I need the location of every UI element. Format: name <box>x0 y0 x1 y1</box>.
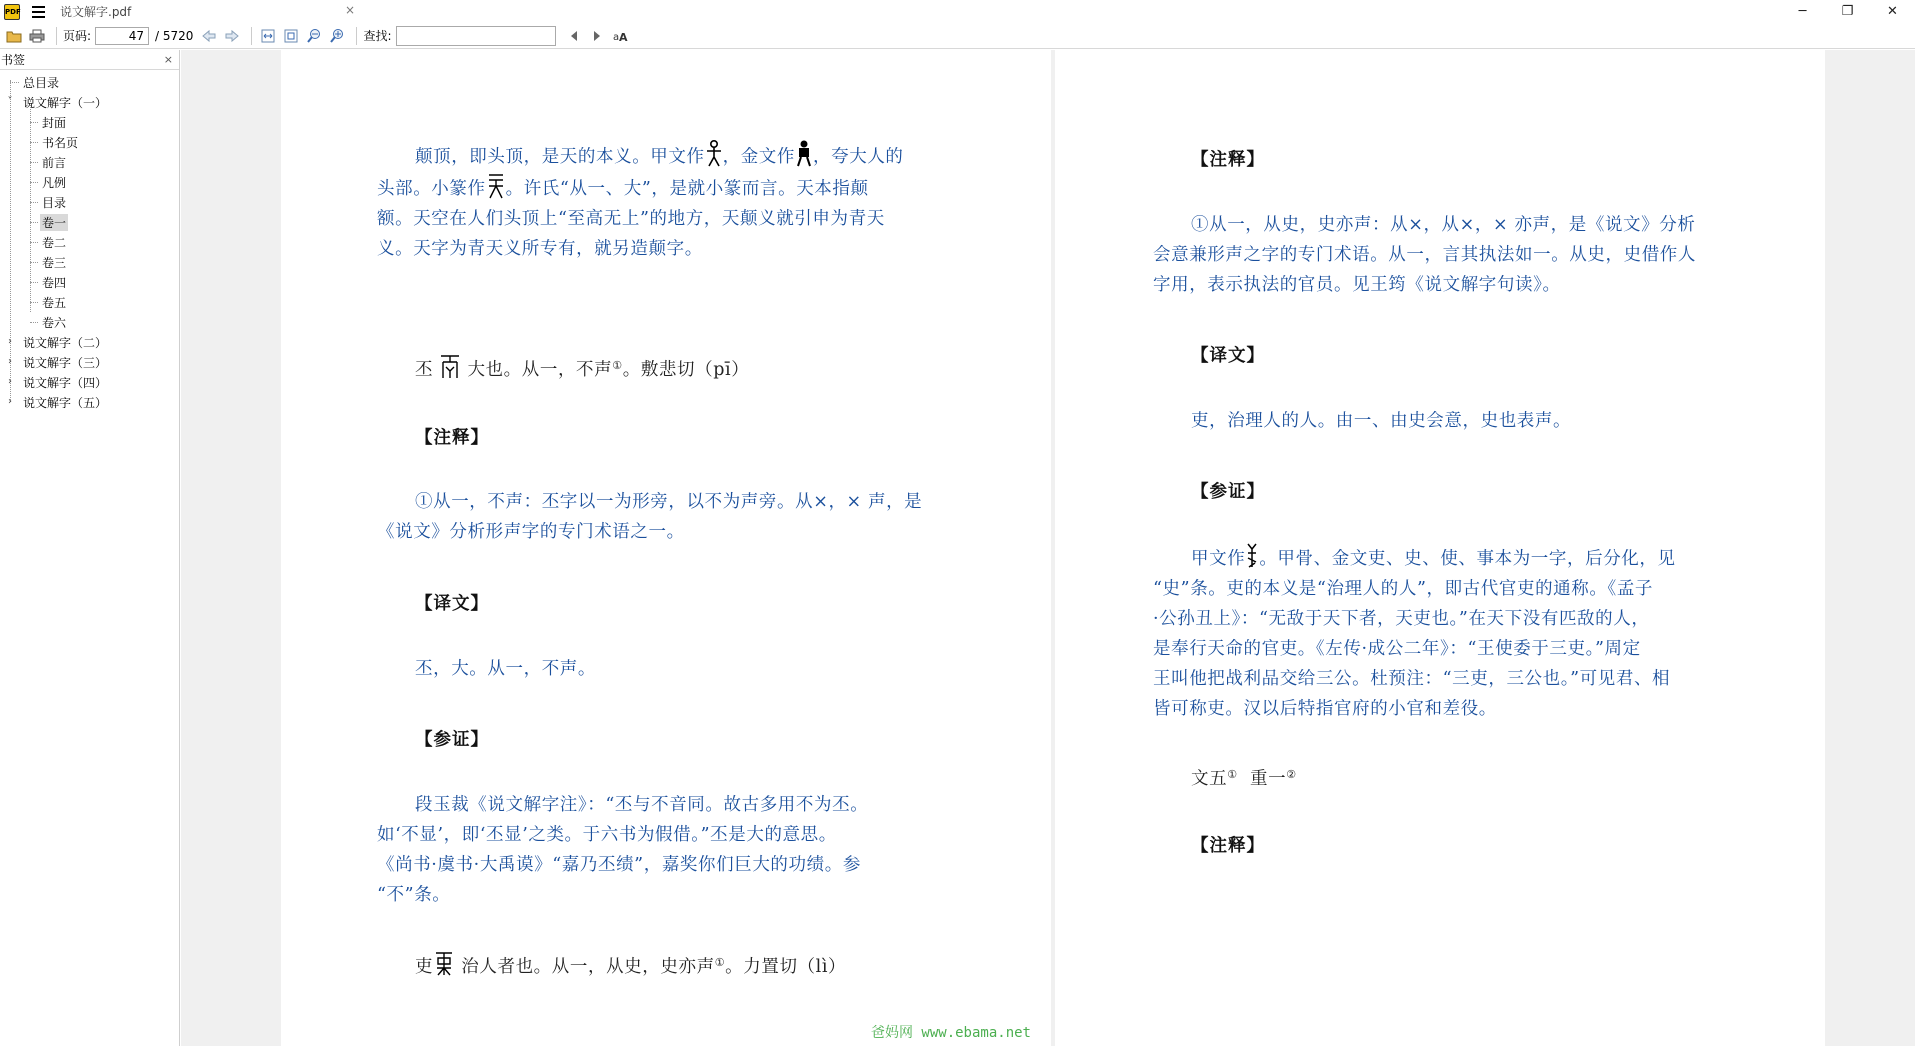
bookmark-item[interactable]: 总目录 <box>0 72 179 92</box>
document-viewer[interactable] <box>181 50 1915 1046</box>
paragraph-tian-origin: 颠顶，即头顶，是天的本义。甲文作 ，金文作 ，夸大人的 头部。小篆作 。许氏“从一、大”，是就小篆而言。天本指颠 额。天空在人们头顶上“至高无上”的地方，天颠义就引申为青天 义。天字为青天义所专有，就另造颠字。 <box>377 140 997 264</box>
entry-pi: 丕 大也。从一，不声①。敷悲切（pī） <box>415 351 995 385</box>
fit-page-button[interactable] <box>281 26 301 46</box>
menu-icon[interactable] <box>28 4 48 20</box>
bookmark-item[interactable]: 卷二 <box>0 232 179 252</box>
bookmark-item[interactable]: 卷六 <box>0 312 179 332</box>
zoom-in-button[interactable] <box>327 26 347 46</box>
search-input[interactable] <box>396 26 556 46</box>
triangle-left-icon <box>568 30 580 42</box>
heading-translation: 【译文】 <box>1191 346 1265 366</box>
seal-script-glyph-icon <box>486 172 506 200</box>
bookmark-tree <box>0 70 179 412</box>
maximize-button[interactable]: ❐ <box>1841 4 1854 19</box>
printer-icon <box>29 28 45 44</box>
character-count: 文五① 重一② <box>1191 768 1297 789</box>
bookmark-item[interactable]: › 说文解字（二） <box>0 332 179 352</box>
fit-width-icon <box>260 28 276 44</box>
chevron-right-icon[interactable]: › <box>8 376 12 387</box>
find-next-button[interactable] <box>587 26 607 46</box>
oracle-bone-glyph-icon <box>705 140 723 168</box>
bookmark-item[interactable]: ˅ 说文解字（一） <box>0 92 179 112</box>
bookmark-item[interactable]: › 说文解字（五） <box>0 392 179 412</box>
toolbar-separator <box>356 27 357 45</box>
bookmark-item[interactable]: 前言 <box>0 152 179 172</box>
zoom-out-button[interactable] <box>304 26 324 46</box>
document-tab[interactable] <box>60 0 355 23</box>
bookmark-item-selected[interactable]: 卷一 <box>0 212 179 232</box>
seal-script-glyph-icon <box>439 353 461 381</box>
heading-annotation: 【注释】 <box>1191 150 1265 170</box>
previous-page-button[interactable] <box>199 26 219 46</box>
seal-script-glyph-icon <box>433 950 455 978</box>
heading-annotation: 【注释】 <box>415 428 489 448</box>
bookmark-item[interactable]: 书名页 <box>0 132 179 152</box>
heading-translation: 【译文】 <box>415 594 489 614</box>
fit-width-button[interactable] <box>258 26 278 46</box>
chevron-right-icon[interactable]: › <box>8 396 12 407</box>
bookmark-item[interactable]: 目录 <box>0 192 179 212</box>
bookmark-item[interactable]: › 说文解字（三） <box>0 352 179 372</box>
bookmarks-title: 书签 <box>1 53 26 67</box>
watermark-text: 爸妈网 www.ebama.net <box>870 1025 1031 1041</box>
bookmark-item[interactable]: › 说文解字（四） <box>0 372 179 392</box>
heading-evidence: 【参证】 <box>415 730 489 750</box>
find-previous-button[interactable] <box>564 26 584 46</box>
annotation-li: ①从一，从史，史亦声：从×，从×，× 亦声，是《说文》分析 会意兼形声之字的专门术语。从一，言其执法如一。从史，史借作人 字用，表示执法的官员。见王筠《说文解字句读》。 <box>1153 215 1696 295</box>
app-logo-icon: PDF <box>4 4 20 20</box>
match-case-button[interactable] <box>610 26 630 46</box>
svg-text:a: a <box>612 31 619 43</box>
page-number-input[interactable] <box>95 27 149 45</box>
bookmarks-panel <box>0 50 180 1046</box>
pdf-page-right <box>1055 50 1825 1046</box>
triangle-right-icon <box>591 30 603 42</box>
entry-li: 吏 治人者也。从一，从史，史亦声①。力置切（lì） <box>415 948 995 982</box>
oracle-bone-glyph-icon <box>1245 542 1259 570</box>
svg-text:A: A <box>618 30 628 44</box>
heading-evidence: 【参证】 <box>1191 482 1265 502</box>
title-bar <box>0 0 1915 23</box>
tab-close-icon[interactable]: × <box>344 3 355 17</box>
annotation-pi: ①从一，不声：丕字以一为形旁，以不为声旁。从×，× 声，是 《说文》分析形声字的专门术语之一。 <box>377 492 923 542</box>
bookmark-item[interactable]: 卷五 <box>0 292 179 312</box>
bookmark-item[interactable]: 卷四 <box>0 272 179 292</box>
translation-li: 吏，治理人的人。由一、由史会意，史也表声。 <box>1191 411 1572 431</box>
bronze-glyph-icon <box>795 140 813 168</box>
bookmark-item[interactable]: 凡例 <box>0 172 179 192</box>
next-page-button[interactable] <box>222 26 242 46</box>
arrow-right-icon <box>224 28 240 44</box>
heading-annotation: 【注释】 <box>1191 836 1265 856</box>
pdf-page-left <box>281 50 1051 1046</box>
tab-title: 说文解字.pdf <box>60 5 132 19</box>
bookmarks-close-icon[interactable]: × <box>163 53 173 66</box>
chevron-right-icon[interactable]: › <box>8 336 12 347</box>
print-button[interactable] <box>27 26 47 46</box>
page-total: / 5720 <box>155 28 194 43</box>
bookmarks-header <box>0 50 179 70</box>
translation-pi: 丕，大。从一，不声。 <box>415 659 596 679</box>
search-label: 查找: <box>363 29 392 43</box>
chevron-right-icon[interactable]: › <box>8 356 12 367</box>
open-folder-icon <box>6 28 22 44</box>
bookmark-item[interactable]: 封面 <box>0 112 179 132</box>
toolbar-separator <box>251 27 252 45</box>
close-window-button[interactable]: ✕ <box>1887 4 1898 19</box>
evidence-li: 甲文作 。甲骨、金文吏、史、使、事本为一字，后分化，见 “史”条。吏的本义是“治理人的人”，即古代官吏的通称。《孟子 ·公孙丑上》：“无敌于天下者，天吏也。”在天下没有匹敌的人， 是奉行天命的官吏。《左传·成公二年》：“王使委于三吏。”周定 王叫他把战利品交给三公。杜预注：“三吏，三公也。”可见君、相 皆可称吏。汉以后特指官府的小官和差役。 <box>1153 542 1773 724</box>
minimize-button[interactable]: ─ <box>1798 4 1807 19</box>
zoom-out-icon <box>306 28 322 44</box>
arrow-left-icon <box>201 28 217 44</box>
zoom-in-icon <box>329 28 345 44</box>
toolbar-separator <box>56 27 57 45</box>
bookmark-item[interactable]: 卷三 <box>0 252 179 272</box>
evidence-pi: 段玉裁《说文解字注》：“丕与不音同。故古多用不为丕。 如‘不显’，即‘丕显’之类。于六书为假借。”丕是大的意思。 《尚书·虞书·大禹谟》“嘉乃丕绩”，嘉奖你们巨大的功绩。参 “不”条。 <box>377 795 869 905</box>
match-case-icon <box>612 28 628 44</box>
fit-page-icon <box>283 28 299 44</box>
window-controls <box>1780 0 1915 23</box>
page-label: 页码: <box>63 29 92 43</box>
chevron-down-icon[interactable]: ˅ <box>7 96 13 107</box>
open-file-button[interactable] <box>4 26 24 46</box>
toolbar <box>0 23 1915 49</box>
